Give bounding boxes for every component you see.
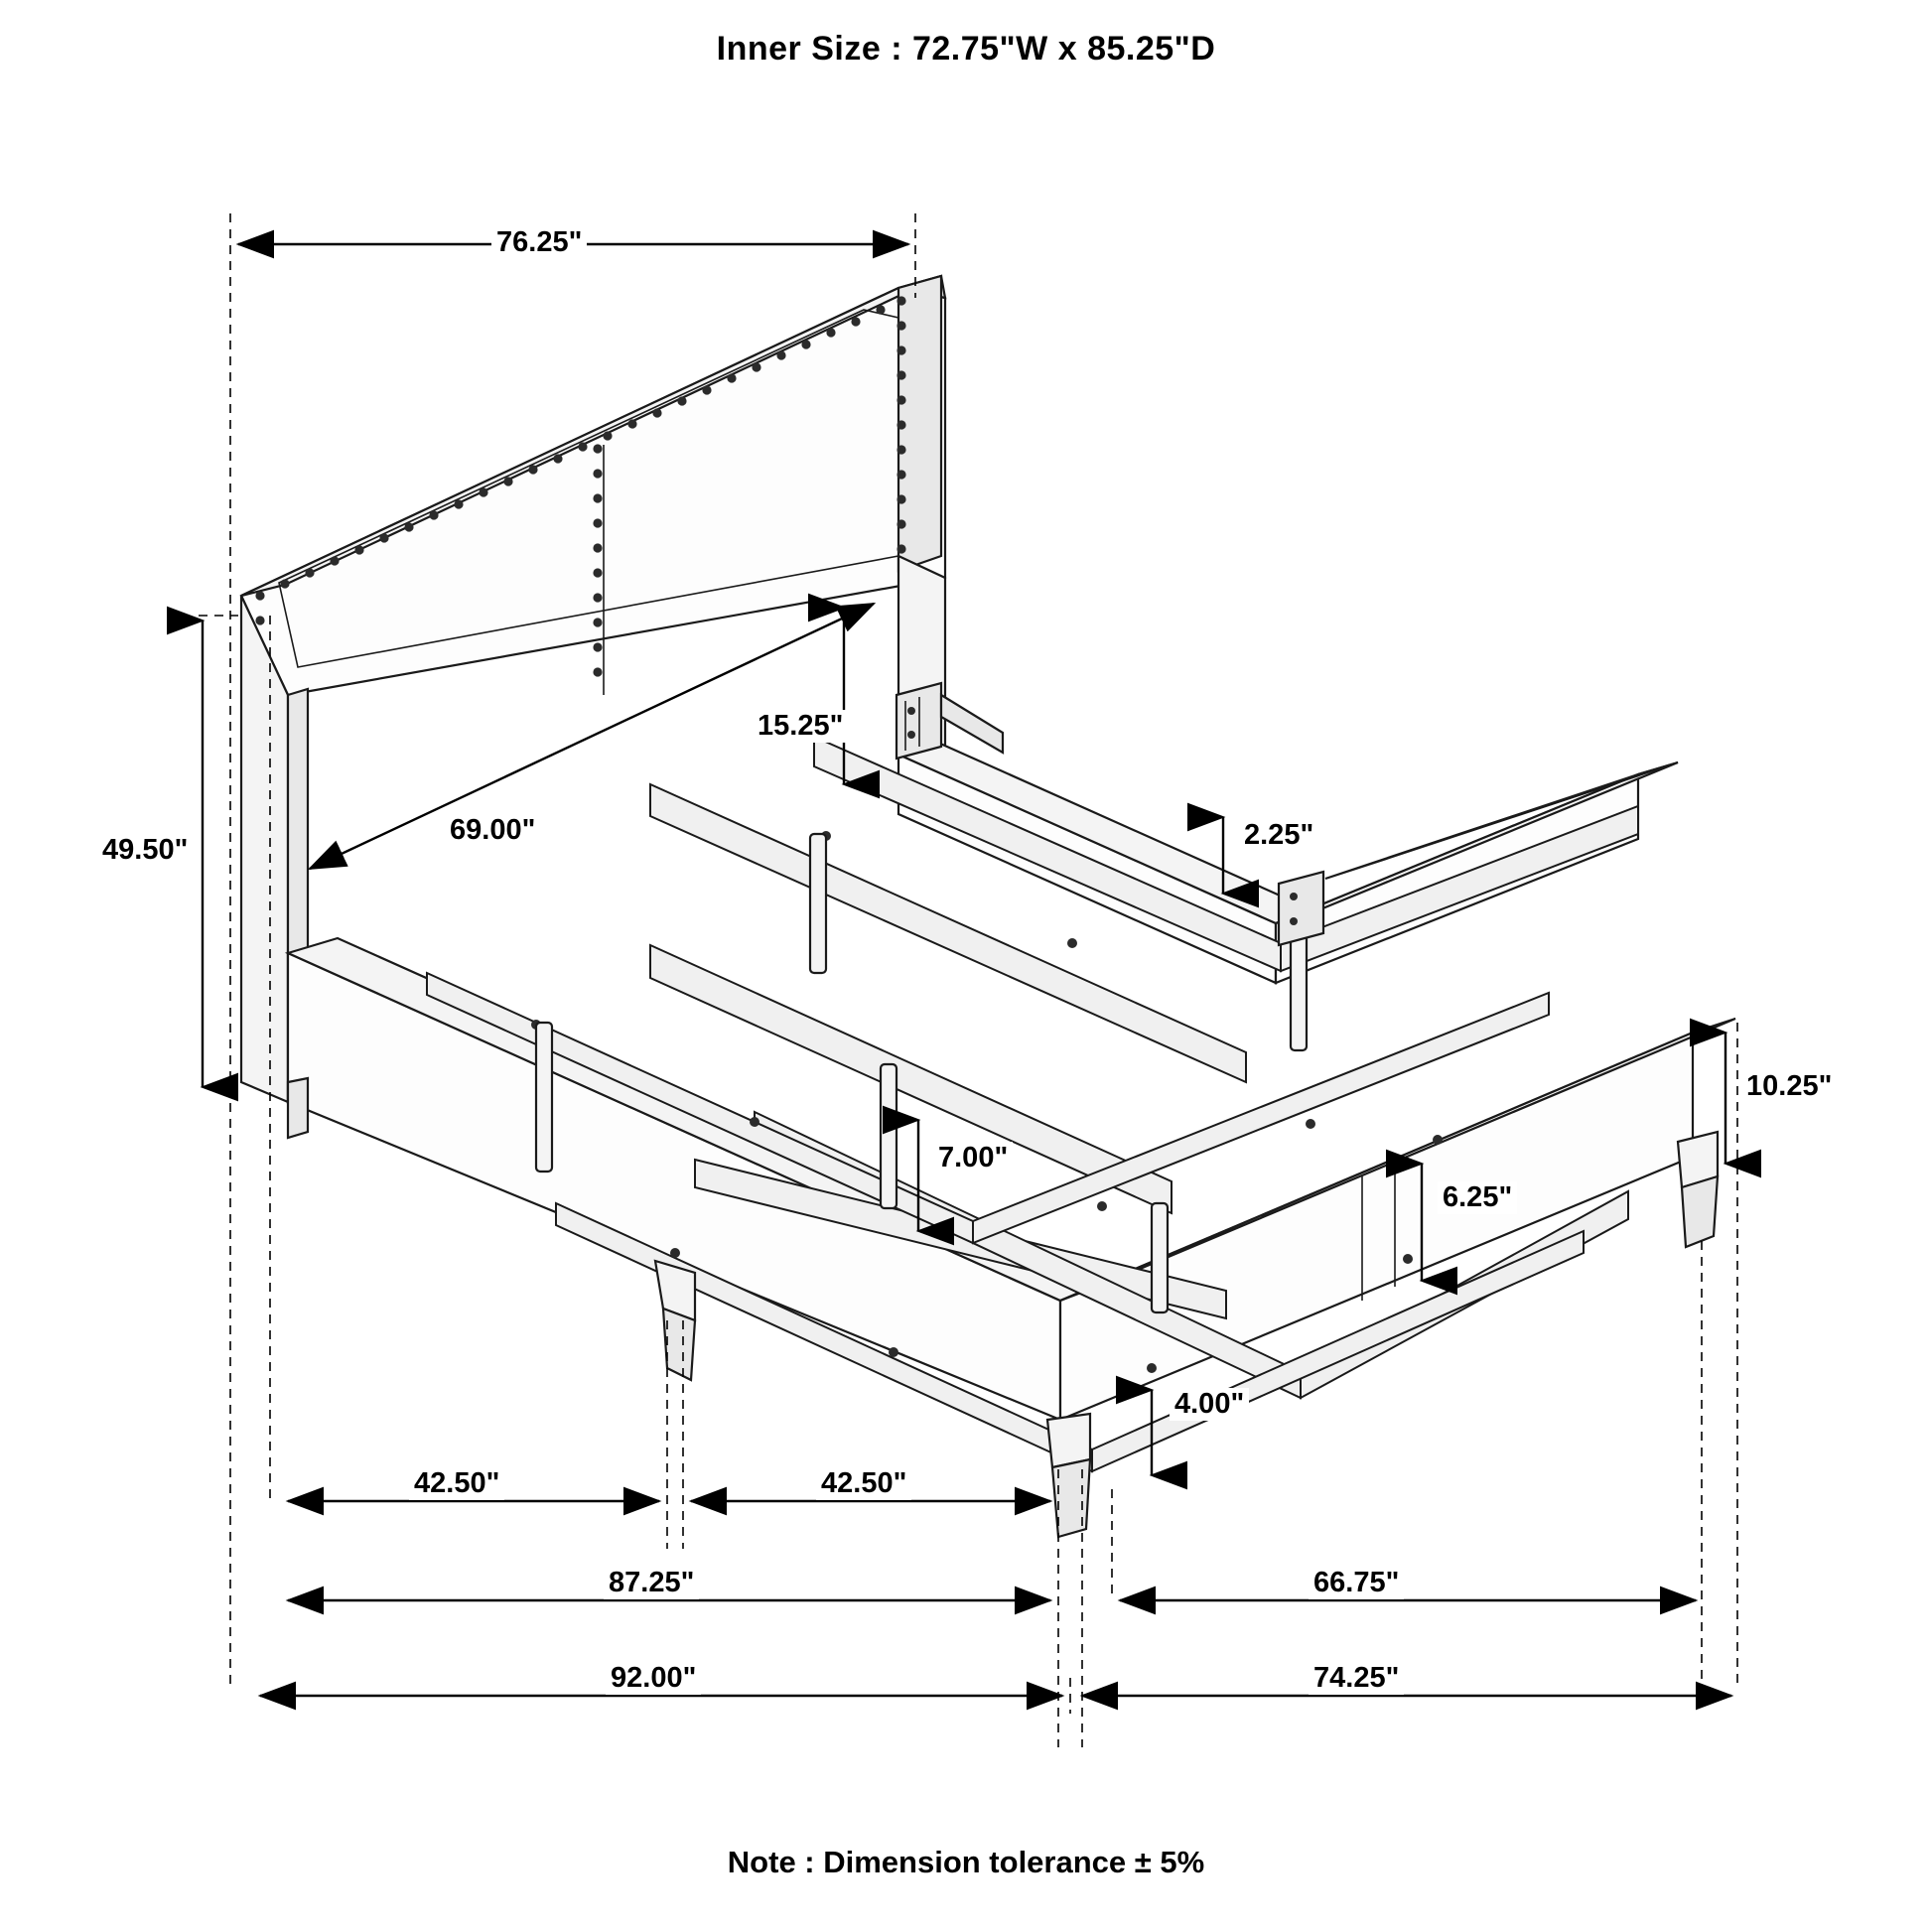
dim-rail-offset: 2.25" (1239, 819, 1318, 852)
dim-inner-length: 87.25" (604, 1567, 699, 1599)
dim-leg-span-right: 42.50" (816, 1467, 911, 1500)
dim-side-rail-height: 10.25" (1741, 1070, 1837, 1103)
dim-overall-length: 92.00" (606, 1662, 701, 1695)
dim-inner-headboard-width: 69.00" (445, 814, 540, 847)
dim-overall-depth: 74.25" (1309, 1662, 1404, 1695)
page-title: Inner Size : 72.75"W x 85.25"D (716, 30, 1216, 68)
dim-leg-span-left: 42.50" (409, 1467, 504, 1500)
dim-headboard-panel-height: 15.25" (753, 710, 848, 743)
dim-headboard-width: 76.25" (491, 226, 587, 259)
dim-leg-height: 4.00" (1170, 1388, 1249, 1421)
dim-depth-rear: 66.75" (1309, 1567, 1404, 1599)
dim-slat-clearance: 7.00" (933, 1142, 1013, 1174)
dim-overall-height: 49.50" (97, 834, 193, 867)
tolerance-note: Note : Dimension tolerance ± 5% (727, 1845, 1205, 1879)
dim-footboard-rail-height: 6.25" (1438, 1181, 1517, 1214)
